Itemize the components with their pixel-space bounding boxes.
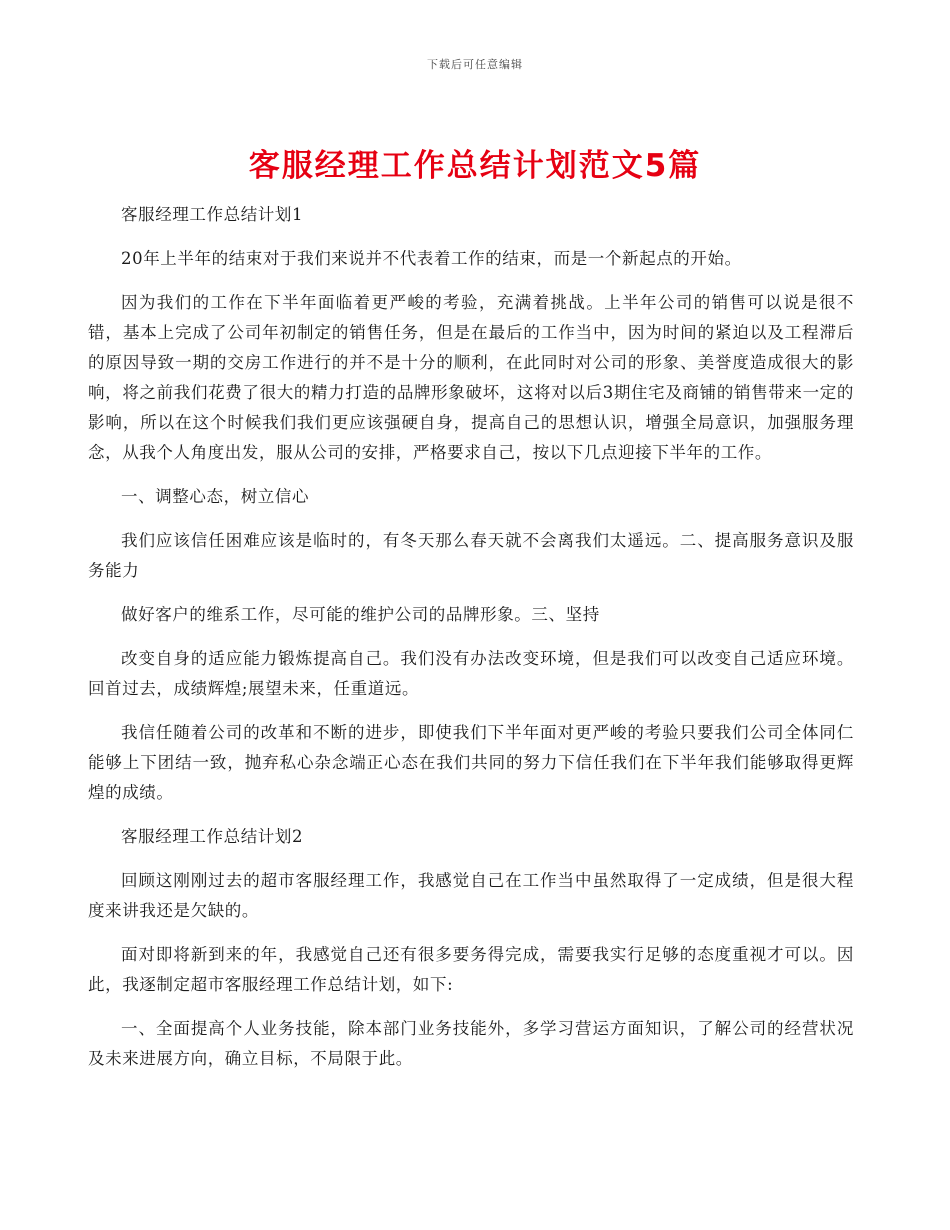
paragraph: 我们应该信任困难应该是临时的，有冬天那么春天就不会离我们太遥远。二、提高服务意识及服务能力 bbox=[88, 531, 854, 580]
paragraph: 面对即将新到来的年，我感觉自己还有很多要务得完成，需要我实行足够的态度重视才可以。因此，我逐制定超市客服经理工作总结计划，如下: bbox=[88, 945, 854, 994]
document-body bbox=[88, 200, 854, 1088]
section-heading-2: 客服经理工作总结计划2 bbox=[121, 827, 304, 846]
paragraph: 因为我们的工作在下半年面临着更严峻的考验，充满着挑战。上半年公司的销售可以说是很不错，基本上完成了公司年初制定的销售任务，但是在最后的工作当中，因为时间的紧迫以及工程滞后的原因导致一期的交房工作进行的并不是十分的顺利，在此同时对公司的形象、美誉度造成很大的影响，将之前我们花费了很大的精力打造的品牌形象破坏，这将对以后3期住宅及商铺的销售带来一定的影响，所以在这个时候我们我们更应该强硬自身，提高自己的思想认识，增强全局意识，加强服务理念，从我个人角度出发，服从公司的安排，严格要求自己，按以下几点迎接下半年的工作。 bbox=[88, 293, 854, 462]
section-heading-1: 客服经理工作总结计划1 bbox=[121, 205, 304, 224]
paragraph: 我信任随着公司的改革和不断的进步，即使我们下半年面对更严峻的考验只要我们公司全体同仁能够上下团结一致，抛弃私心杂念端正心态在我们共同的努力下信任我们在下半年我们能够取得更辉煌的成绩。 bbox=[88, 723, 854, 802]
paragraph: 改变自身的适应能力锻炼提高自己。我们没有办法改变环境，但是我们可以改变自己适应环境。回首过去，成绩辉煌;展望未来，任重道远。 bbox=[88, 649, 854, 698]
header-note: 下载后可任意编辑 bbox=[427, 58, 523, 71]
paragraph: 20年上半年的结束对于我们来说并不代表着工作的结束，而是一个新起点的开始。 bbox=[121, 249, 742, 268]
paragraph: 回顾这刚刚过去的超市客服经理工作，我感觉自己在工作当中虽然取得了一定成绩，但是很大程度来讲我还是欠缺的。 bbox=[88, 871, 854, 920]
document-title: 客服经理工作总结计划范文5篇 bbox=[248, 148, 702, 184]
sub-heading: 一、调整心态，树立信心 bbox=[121, 487, 310, 506]
paragraph: 一、全面提高个人业务技能，除本部门业务技能外，多学习营运方面知识，了解公司的经营状况及未来进展方向，确立目标，不局限于此。 bbox=[88, 1019, 854, 1068]
paragraph: 做好客户的维系工作，尽可能的维护公司的品牌形象。三、坚持 bbox=[121, 605, 600, 624]
